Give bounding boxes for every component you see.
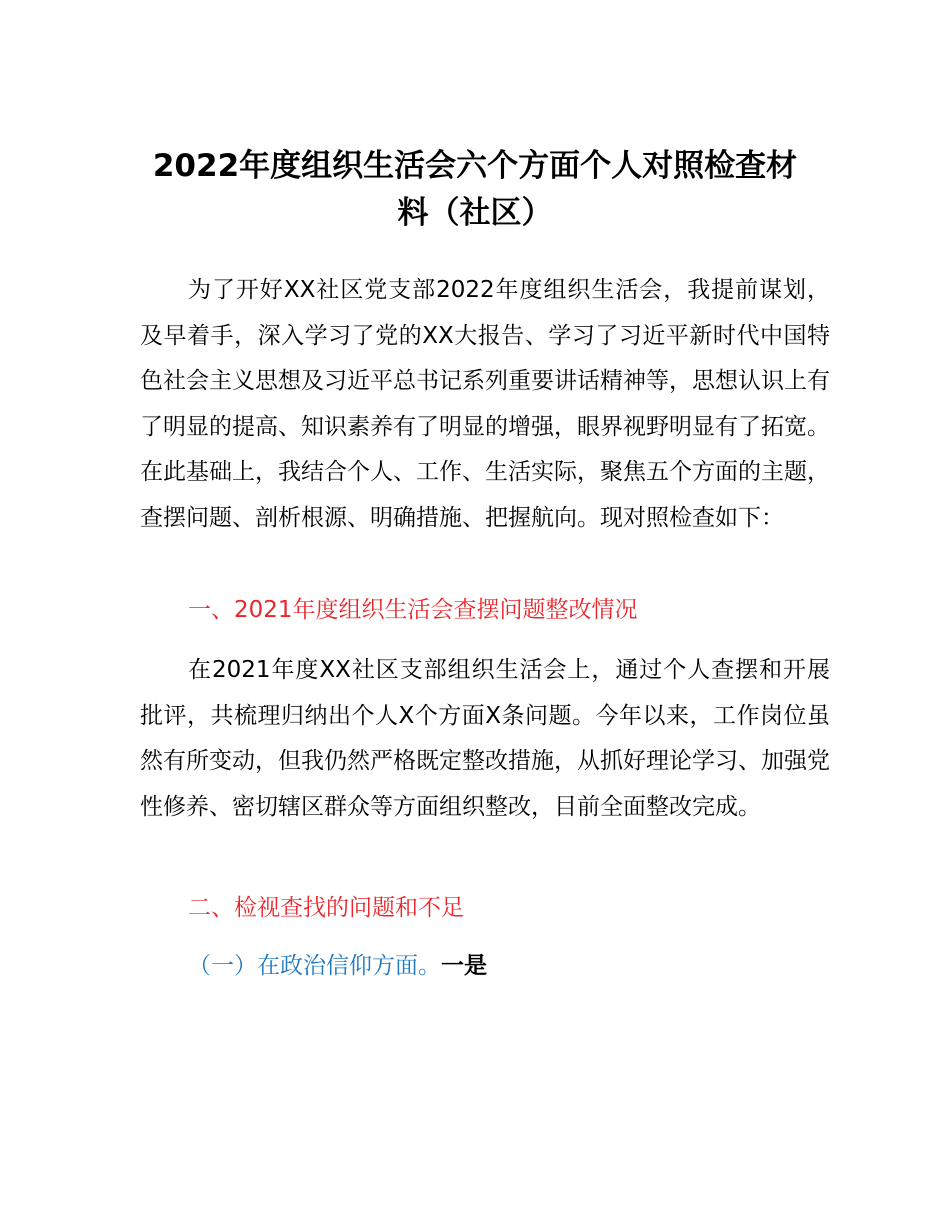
intro-paragraph: 为了开好XX社区党支部2022年度组织生活会，我提前谋划，及早着手，深入学习了党的XX大报告、学习了习近平新时代中国特色社会主义思想及习近平总书记系列重要讲话精神等，思想认识上有了明显的提高、知识素养有了明显的增强，眼界视野明显有了拓宽。在此基础上，我结合个人、工作、生活实际，聚焦五个方面的主题，查摆问题、剖析根源、明确措施、把握航向。现对照检查如下： <box>140 277 830 531</box>
section-2-heading: 二、检视查找的问题和不足 <box>188 895 464 921</box>
subsection-1-heading: （一）在政治信仰方面。 <box>188 953 441 979</box>
subsection-1-lead: 一是 <box>441 953 487 979</box>
document-title: 2022年度组织生活会六个方面个人对照检查材料（社区） <box>152 148 798 231</box>
section-1-heading: 一、2021年度组织生活会查摆问题整改情况 <box>188 597 638 623</box>
section-1-paragraph: 在2021年度XX社区支部组织生活会上，通过个人查摆和开展批评，共梳理归纳出个人X个方面X条问题。今年以来，工作岗位虽然有所变动，但我仍然严格既定整改措施，从抓好理论学习、加强党性修养、密切辖区群众等方面组织整改，目前全面整改完成。 <box>140 657 830 820</box>
subsection-1-line <box>188 950 487 982</box>
